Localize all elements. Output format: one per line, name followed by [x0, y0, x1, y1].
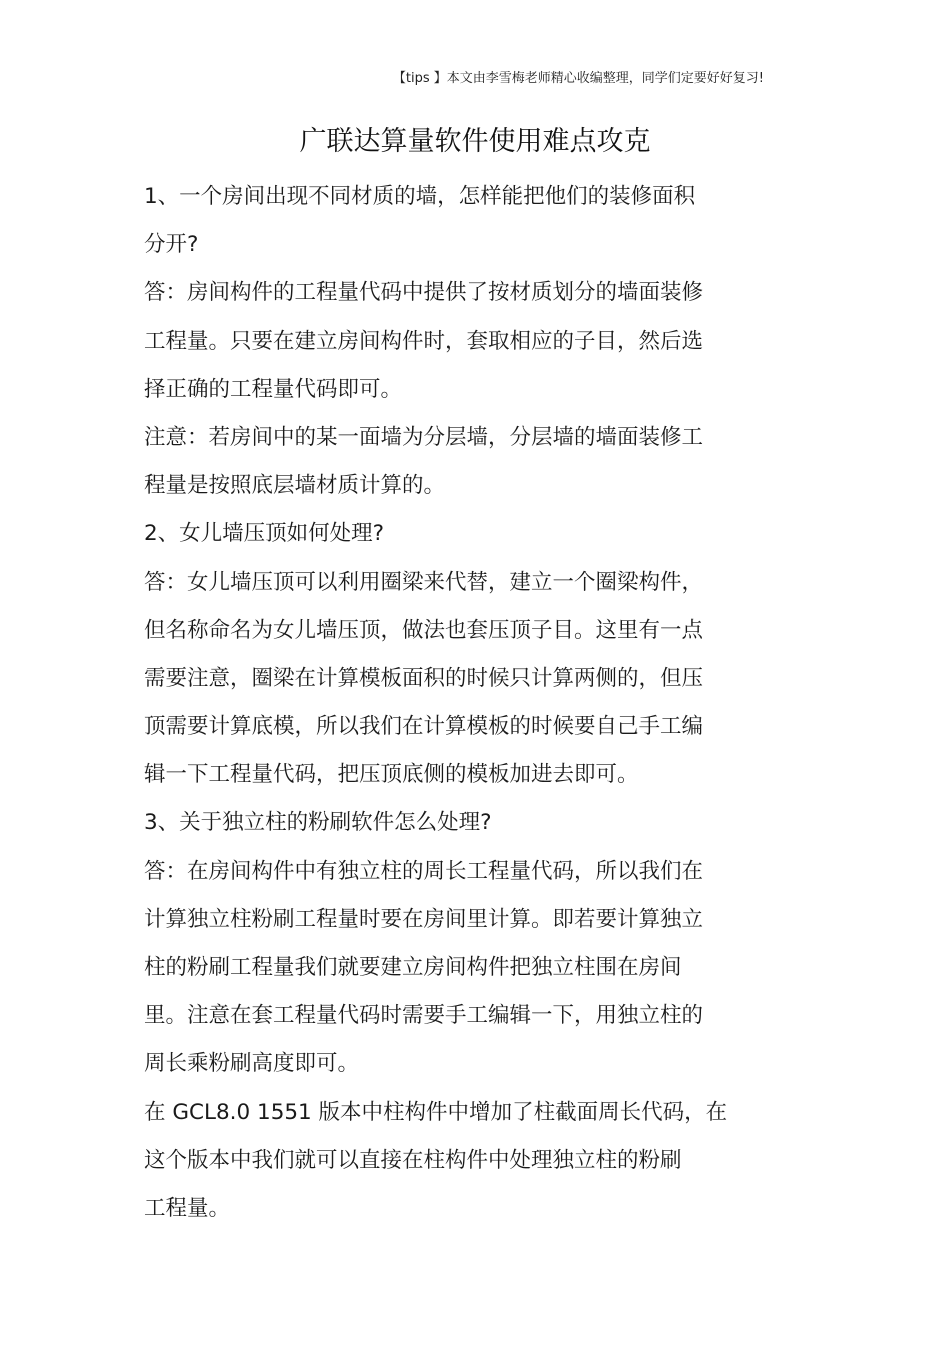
text-line: 答：女儿墙压顶可以利用圈梁来代替，建立一个圈梁构件， — [144, 569, 704, 595]
text-line: 工程量。只要在建立房间构件时，套取相应的子目，然后选 — [144, 328, 704, 354]
text-line: 答：在房间构件中有独立柱的周长工程量代码，所以我们在 — [144, 858, 704, 884]
text-line: 择正确的工程量代码即可。 — [144, 376, 403, 402]
text-line: 程量是按照底层墙材质计算的。 — [144, 473, 446, 499]
page-title: 广联达算量软件使用难点攻克 — [299, 126, 651, 157]
text-line: 需要注意，圈梁在计算模板面积的时候只计算两侧的，但压 — [144, 665, 704, 691]
text-line: 在 GCL8.0 1551 版本中柱构件中增加了柱截面周长代码，在 — [144, 1099, 728, 1125]
text-line: 这个版本中我们就可以直接在柱构件中处理独立柱的粉刷 — [144, 1147, 682, 1173]
text-line: 3、关于独立柱的粉刷软件怎么处理? — [144, 810, 492, 836]
text-line: 答：房间构件的工程量代码中提供了按材质划分的墙面装修 — [144, 280, 704, 306]
text-line: 分开? — [144, 232, 199, 258]
text-line: 注意：若房间中的某一面墙为分层墙，分层墙的墙面装修工 — [144, 424, 704, 450]
text-line: 但名称命名为女儿墙压顶，做法也套压顶子目。这里有一点 — [144, 617, 704, 643]
text-line: 辑一下工程量代码，把压顶底侧的模板加进去即可。 — [144, 762, 639, 788]
text-line: 2、女儿墙压顶如何处理? — [144, 521, 385, 547]
text-line: 工程量。 — [144, 1195, 231, 1221]
text-line: 里。注意在套工程量代码时需要手工编辑一下，用独立柱的 — [144, 1003, 704, 1029]
text-line: 1、一个房间出现不同材质的墙，怎样能把他们的装修面积 — [144, 184, 696, 209]
text-line: 计算独立柱粉刷工程量时要在房间里计算。即若要计算独立 — [144, 906, 704, 932]
document-body — [144, 173, 784, 1233]
tips-note: 【tips 】本文由李雪梅老师精心收编整理，同学们定要好好复习! — [392, 71, 764, 86]
text-line: 周长乘粉刷高度即可。 — [144, 1051, 360, 1077]
text-line: 顶需要计算底模，所以我们在计算模板的时候要自己手工编 — [144, 714, 704, 740]
text-line: 柱的粉刷工程量我们就要建立房间构件把独立柱围在房间 — [144, 955, 682, 980]
